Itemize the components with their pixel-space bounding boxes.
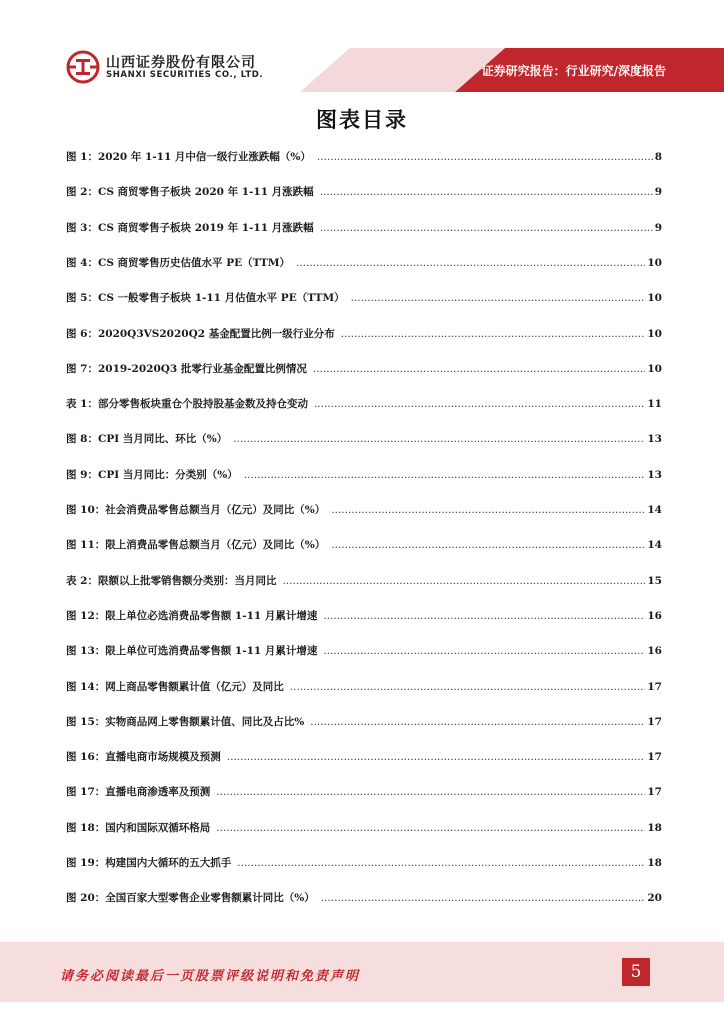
toc-entry-page: 15 xyxy=(647,574,662,587)
toc-leader-dots xyxy=(227,748,646,766)
toc-entry[interactable] xyxy=(66,219,662,237)
toc-entry-page: 14 xyxy=(647,504,662,516)
toc-entry[interactable] xyxy=(66,783,662,801)
toc-leader-dots xyxy=(320,219,653,237)
toc-entry[interactable] xyxy=(66,642,662,660)
toc-entry-label: 图 11：限上消费品零售总额当月（亿元）及同比（%） xyxy=(66,539,326,552)
toc-entry[interactable] xyxy=(66,466,662,484)
company-name-cn: 山西证券股份有限公司 xyxy=(106,55,256,71)
toc-entry[interactable] xyxy=(66,501,662,519)
toc-leader-dots xyxy=(317,148,653,166)
toc-entry-page: 17 xyxy=(647,680,662,693)
toc-leader-dots xyxy=(320,183,653,201)
toc-entry[interactable] xyxy=(66,713,662,731)
toc-entry-page: 16 xyxy=(647,645,662,658)
company-name-en: SHANXI SECURITIES CO., LTD. xyxy=(106,70,264,80)
toc-entry-page: 14 xyxy=(647,539,662,552)
toc-entry-page: 10 xyxy=(647,256,662,269)
toc-entry-label: 图 8：CPI 当月同比、环比（%） xyxy=(66,433,228,446)
toc-entry-label: 图 17：直播电商渗透率及预测 xyxy=(66,786,211,799)
toc-entry[interactable] xyxy=(66,536,662,554)
toc-leader-dots xyxy=(233,430,645,448)
toc-entry-label: 图 19：构建国内大循环的五大抓手 xyxy=(66,857,232,869)
toc-entry-page: 18 xyxy=(647,857,662,869)
toc-entry[interactable] xyxy=(66,289,662,307)
toc-entry-page: 9 xyxy=(654,221,662,234)
toc-entry-label: 图 10：社会消费品零售总额当月（亿元）及同比（%） xyxy=(66,504,326,516)
toc-leader-dots xyxy=(341,325,646,343)
toc-entry-label: 表 2：限额以上批零销售额分类别：当月同比 xyxy=(66,574,277,587)
page-title: 图表目录 xyxy=(316,108,408,132)
toc-entry-page: 13 xyxy=(647,433,662,446)
toc-leader-dots xyxy=(282,572,645,590)
page-footer xyxy=(0,942,724,1002)
toc-entry[interactable] xyxy=(66,183,662,201)
toc-entry[interactable] xyxy=(66,748,662,766)
toc-entry[interactable] xyxy=(66,254,662,272)
toc-entry-label: 图 3：CS 商贸零售子板块 2019 年 1-11 月涨跌幅 xyxy=(66,221,314,234)
toc-leader-dots xyxy=(216,783,645,801)
toc-entry-page: 10 xyxy=(647,362,662,375)
toc-leader-dots xyxy=(314,395,645,413)
toc-entry[interactable] xyxy=(66,819,662,837)
report-type: 证券研究报告：行业研究/深度报告 xyxy=(481,64,666,78)
toc-entry-page: 11 xyxy=(647,398,662,411)
toc-entry[interactable] xyxy=(66,889,662,907)
toc-entry-label: 图 5：CS 一般零售子板块 1-11 月估值水平 PE（TTM） xyxy=(66,292,345,305)
toc-entry-page: 17 xyxy=(647,751,662,764)
toc-leader-dots xyxy=(323,607,645,625)
toc-leader-dots xyxy=(290,678,646,696)
toc-entry-page: 10 xyxy=(647,327,662,340)
toc-leader-dots xyxy=(321,889,646,907)
toc-entry-label: 图 14：网上商品零售额累计值（亿元）及同比 xyxy=(66,680,284,693)
toc-entry-label: 图 15：实物商品网上零售额累计值、同比及占比% xyxy=(66,715,305,728)
toc-entry-label: 图 20：全国百家大型零售企业零售额累计同比（%） xyxy=(66,892,315,905)
toc-leader-dots xyxy=(331,536,645,554)
toc-entry[interactable] xyxy=(66,148,662,166)
toc-entry-page: 17 xyxy=(647,786,662,799)
toc-entry-label: 图 6：2020Q3VS2020Q2 基金配置比例一级行业分布 xyxy=(66,327,335,340)
page-header xyxy=(0,0,724,92)
toc-entry-page: 10 xyxy=(647,292,662,305)
toc-leader-dots xyxy=(244,466,646,484)
toc-entry-label: 图 9：CPI 当月同比：分类别（%） xyxy=(66,468,238,481)
toc-entry-label: 图 12：限上单位必选消费品零售额 1-11 月累计增速 xyxy=(66,609,318,622)
toc-entry-page: 16 xyxy=(647,609,662,622)
toc-entry[interactable] xyxy=(66,607,662,625)
toc-entry[interactable] xyxy=(66,854,662,872)
disclaimer-text: 请务必阅读最后一页股票评级说明和免责声明 xyxy=(60,969,361,984)
toc-entry-page: 20 xyxy=(647,892,662,905)
toc-leader-dots xyxy=(331,501,645,519)
toc-entry-page: 17 xyxy=(647,715,662,728)
toc-entry[interactable] xyxy=(66,325,662,343)
toc-entry-label: 图 16：直播电商市场规模及预测 xyxy=(66,751,221,764)
toc-leader-dots xyxy=(323,642,645,660)
toc-entry-page: 18 xyxy=(647,821,662,834)
toc-entry[interactable] xyxy=(66,430,662,448)
toc-entry-label: 图 18：国内和国际双循环格局 xyxy=(66,821,211,834)
toc-entry-page: 13 xyxy=(647,468,662,481)
toc-entry[interactable] xyxy=(66,678,662,696)
toc-entry-label: 图 13：限上单位可选消费品零售额 1-11 月累计增速 xyxy=(66,645,318,658)
toc-entry-label: 表 1：部分零售板块重仓个股持股基金数及持仓变动 xyxy=(66,398,308,411)
toc-leader-dots xyxy=(313,360,646,378)
toc-leader-dots xyxy=(351,289,646,307)
toc-leader-dots xyxy=(310,713,645,731)
page-number: 5 xyxy=(622,958,650,986)
shanxi-securities-logo-icon xyxy=(66,50,100,84)
toc-leader-dots xyxy=(237,854,645,872)
toc-entry[interactable] xyxy=(66,360,662,378)
toc-entry-page: 8 xyxy=(654,151,662,163)
toc-entry-page: 9 xyxy=(654,186,662,199)
toc-leader-dots xyxy=(296,254,645,272)
toc-entry[interactable] xyxy=(66,572,662,590)
toc-entry-label: 图 7：2019-2020Q3 批零行业基金配置比例情况 xyxy=(66,362,307,375)
toc-entry-label: 图 1：2020 年 1-11 月中信一级行业涨跌幅（%） xyxy=(66,151,311,163)
toc-entry-label: 图 2：CS 商贸零售子板块 2020 年 1-11 月涨跌幅 xyxy=(66,186,314,199)
toc-entry-label: 图 4：CS 商贸零售历史估值水平 PE（TTM） xyxy=(66,256,290,269)
toc-entry[interactable] xyxy=(66,395,662,413)
toc-leader-dots xyxy=(216,819,645,837)
